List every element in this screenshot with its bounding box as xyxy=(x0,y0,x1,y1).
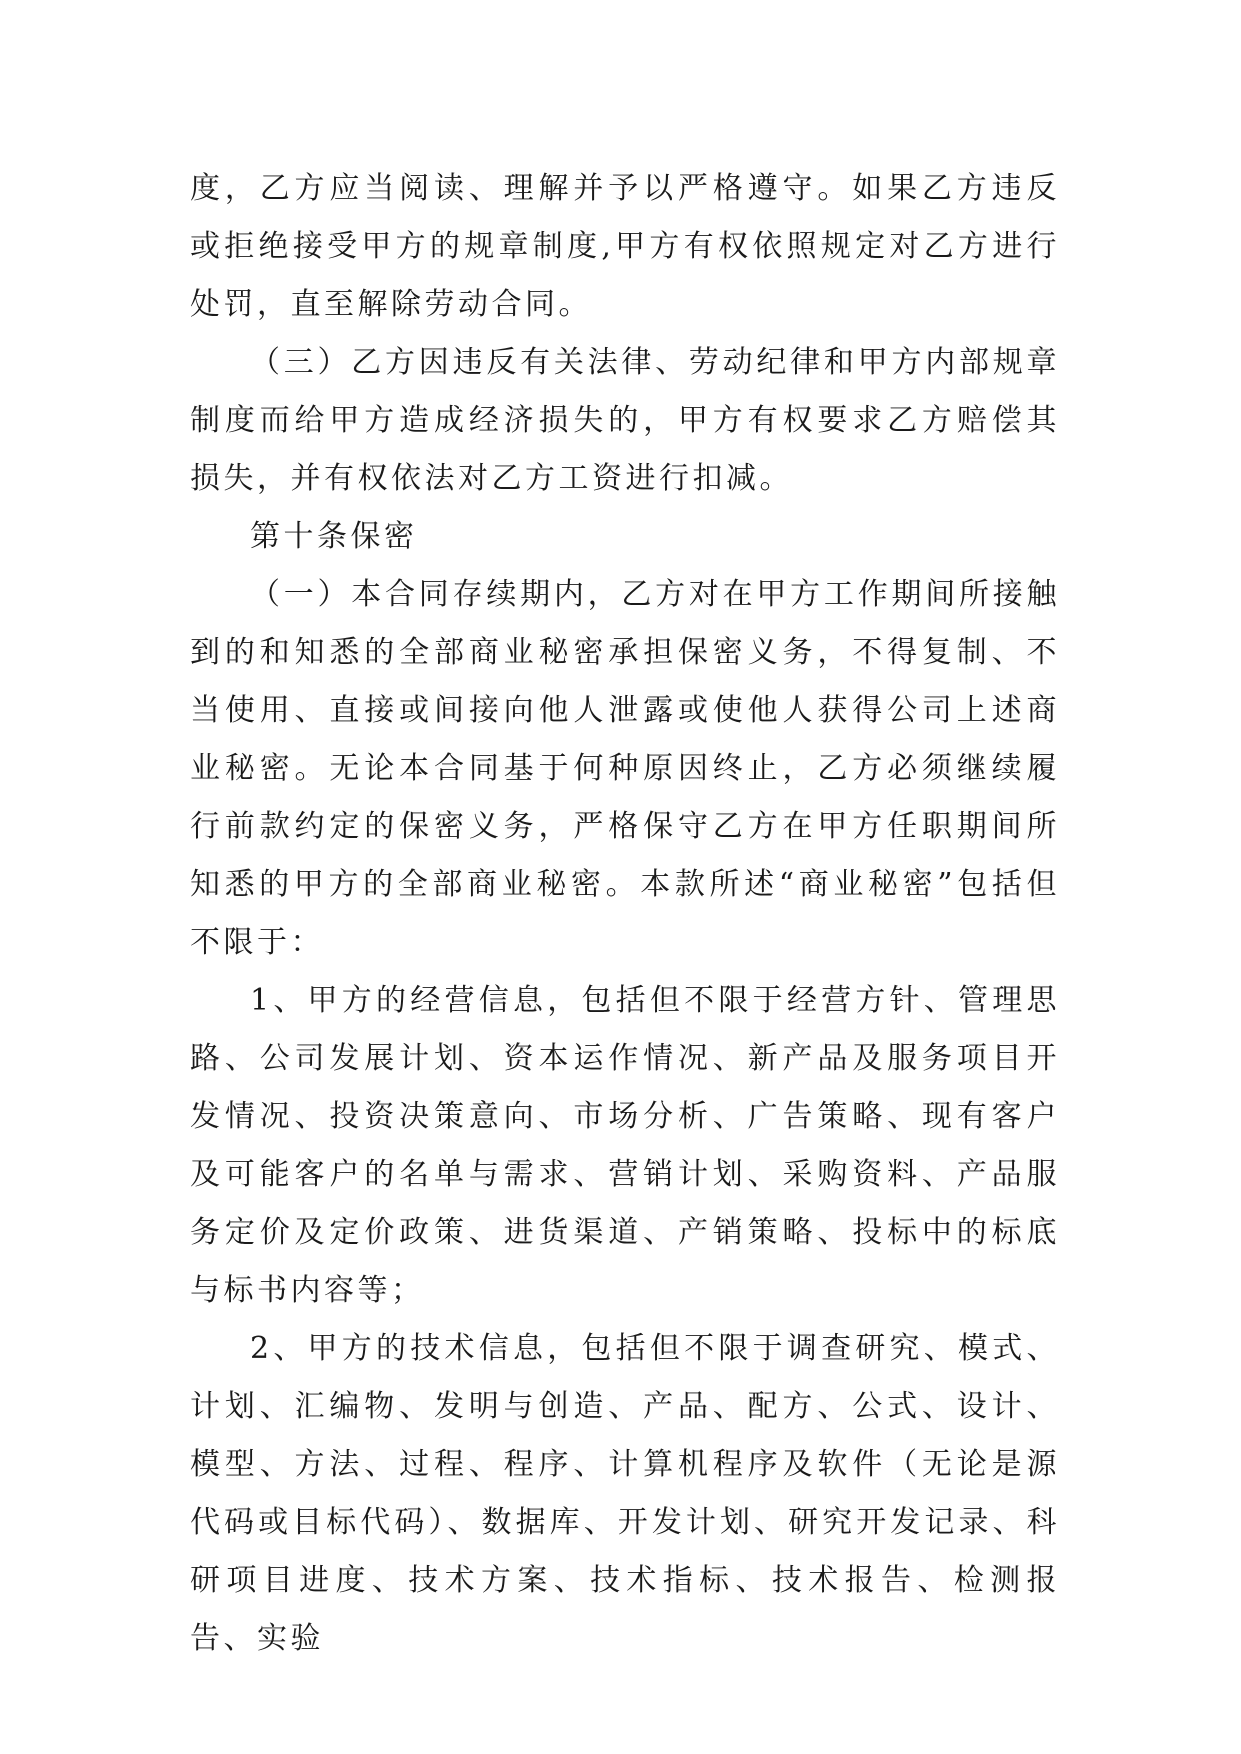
paragraph-technical-info: 2、甲方的技术信息，包括但不限于调查研究、模式、计划、汇编物、发明与创造、产品、配方、公式、设计、模型、方法、过程、程序、计算机程序及软件（无论是源代码或目标代码）、数据库、开发计划、研究开发记录、科研项目进度、技术方案、技术指标、技术报告、检测报告、实验 xyxy=(190,1331,1060,1656)
paragraph-clause-three: （三）乙方因违反有关法律、劳动纪律和甲方内部规章制度而给甲方造成经济损失的，甲方有权要求乙方赔偿其损失，并有权依法对乙方工资进行扣减。 xyxy=(190,345,1060,496)
paragraph-confidentiality-one: （一）本合同存续期内，乙方对在甲方工作期间所接触到的和知悉的全部商业秘密承担保密义务，不得复制、不当使用、直接或间接向他人泄露或使他人获得公司上述商业秘密。无论本合同基于何种原因终止，乙方必须继续履行前款约定的保密义务，严格保守乙方在甲方任职期间所知悉的甲方的全部商业秘密。本款所述“商业秘密”包括但不限于： xyxy=(190,577,1060,960)
article-ten-heading: 第十条保密 xyxy=(250,519,418,554)
document-body xyxy=(190,160,1060,1668)
paragraph-business-info: 1、甲方的经营信息，包括但不限于经营方针、管理思路、公司发展计划、资本运作情况、新产品及服务项目开发情况、投资决策意向、市场分析、广告策略、现有客户及可能客户的名单与需求、营销计划、采购资料、产品服务定价及定价政策、进货渠道、产销策略、投标中的标底与标书内容等； xyxy=(190,983,1060,1308)
paragraph-continuation: 度，乙方应当阅读、理解并予以严格遵守。如果乙方违反或拒绝接受甲方的规章制度,甲方有权依照规定对乙方进行处罚，直至解除劳动合同。 xyxy=(190,171,1060,322)
